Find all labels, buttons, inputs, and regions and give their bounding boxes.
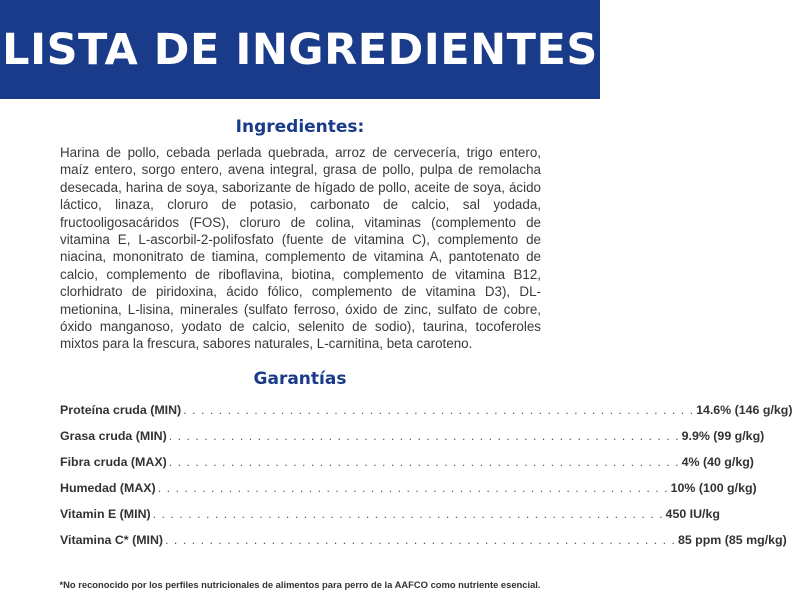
guarantee-row <box>60 532 787 559</box>
guarantee-label: Proteína cruda (MIN) <box>60 402 182 417</box>
guarantee-value: 10% (100 g/kg) <box>670 480 757 495</box>
guarantee-value: 450 IU/kg <box>665 506 720 521</box>
guarantees-table <box>60 402 792 559</box>
guarantee-label: Vitamin E (MIN) <box>60 506 151 521</box>
dot-leader: . . . . . . . . . . . . . . . . . . . . . . . . . . . . . . . . . . . . . . . . . . . . . . . . . . . . . . . . . . <box>157 480 669 495</box>
guarantee-row <box>60 428 765 455</box>
guarantee-label: Humedad (MAX) <box>60 480 156 495</box>
guarantee-value: 9.9% (99 g/kg) <box>681 428 765 443</box>
dot-leader: . . . . . . . . . . . . . . . . . . . . . . . . . . . . . . . . . . . . . . . . . . . . . . . . . . . . . . . . . . <box>165 532 676 547</box>
guarantee-value: 14.6% (146 g/kg) <box>696 402 792 417</box>
footnote: *No reconocido por los perfiles nutricionales de alimentos para perro de la AAFCO como nutriente esencial. <box>59 578 541 590</box>
guarantee-row <box>60 506 720 533</box>
guarantee-row <box>60 402 792 429</box>
header-banner <box>0 0 600 99</box>
ingredients-text: Harina de pollo, cebada perlada quebrada, arroz de cervecería, trigo entero, maíz entero, sorgo entero, avena integral, grasa de pollo, pulpa de remolacha desecada, harina de soya, saborizante de hígado de pollo, aceite de soya, ácido láctico, linaza, cloruro de potasio, carbonato de calcio, sal yodada, fructooligosacáridos (FOS), cloruro de colina, vitaminas (complemento de vitamina E, L-ascorbil-2-polifosfato (fuente de vitamina C), complemento de niacina, mononitrato de tiamina, complemento de vitamina A, pantotenato de calcio, complemento de riboflavina, biotina, complemento de vitamina B12, clorhidrato de piridoxina, ácido fólico, complemento de vitamina D3), DL-metionina, L-lisina, minerales (sulfato ferroso, óxido de zinc, sulfato de cobre, óxido manganoso, yodato de calcio, selenito de sodio), taurina, tocoferoles mixtos para la frescura, sabores naturales, L-carnitina, beta caroteno. <box>60 145 541 352</box>
page-title: LISTA DE INGREDIENTES <box>2 24 598 75</box>
dot-leader: . . . . . . . . . . . . . . . . . . . . . . . . . . . . . . . . . . . . . . . . . . . . . . . . . . . . . . . . . . <box>152 506 664 521</box>
guarantee-row <box>60 454 754 481</box>
guarantee-label: Fibra cruda (MAX) <box>60 454 167 469</box>
guarantee-row <box>60 480 757 507</box>
guarantee-label: Vitamina C* (MIN) <box>60 532 164 547</box>
guarantees-title: Garantías <box>253 368 347 389</box>
guarantee-label: Grasa cruda (MIN) <box>60 428 167 443</box>
dot-leader: . . . . . . . . . . . . . . . . . . . . . . . . . . . . . . . . . . . . . . . . . . . . . . . . . . . . . . . . . . <box>168 454 680 469</box>
dot-leader: . . . . . . . . . . . . . . . . . . . . . . . . . . . . . . . . . . . . . . . . . . . . . . . . . . . . . . . . . . <box>183 402 695 417</box>
ingredients-title: Ingredientes: <box>235 117 365 137</box>
dot-leader: . . . . . . . . . . . . . . . . . . . . . . . . . . . . . . . . . . . . . . . . . . . . . . . . . . . . . . . . . . <box>168 428 680 443</box>
guarantee-value: 4% (40 g/kg) <box>681 454 754 469</box>
guarantee-value: 85 ppm (85 mg/kg) <box>677 532 787 547</box>
